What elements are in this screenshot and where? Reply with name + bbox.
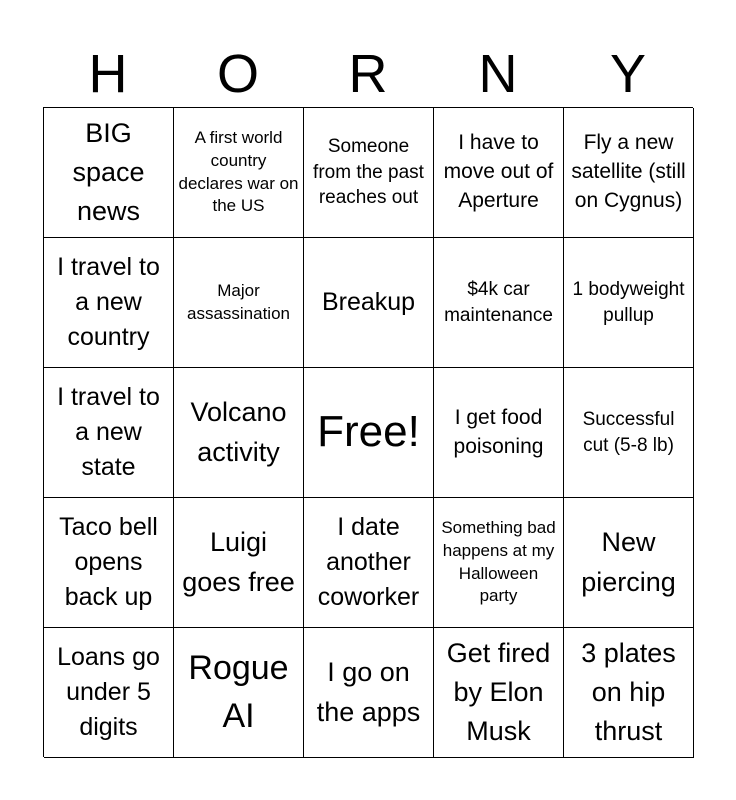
bingo-cell[interactable] [434, 108, 564, 238]
cell-text: Loans go under 5 digits [57, 643, 160, 741]
bingo-cell[interactable] [174, 628, 304, 758]
bingo-cell[interactable] [564, 368, 694, 498]
bingo-cell[interactable] [564, 108, 694, 238]
cell-text: I have to move out of Aperture [443, 131, 554, 212]
bingo-cell[interactable] [434, 368, 564, 498]
bingo-grid [43, 107, 693, 757]
cell-text: I date another coworker [317, 513, 420, 611]
header-letter-y: Y [609, 44, 647, 104]
header-letter-r: R [348, 44, 388, 104]
free-space-cell[interactable] [304, 368, 434, 498]
cell-text: 1 bodyweight pullup [572, 278, 685, 326]
cell-text: Fly a new satellite (still on Cygnus) [571, 131, 686, 212]
cell-text: Free! [317, 407, 420, 457]
cell-text: 3 plates on hip thrust [581, 637, 676, 747]
cell-text: Volcano activity [190, 397, 287, 467]
cell-text: Successful cut (5-8 lb) [582, 408, 675, 456]
cell-text: I travel to a new state [57, 383, 160, 481]
cell-text: Breakup [321, 288, 416, 316]
cell-text: I get food poisoning [453, 405, 544, 458]
bingo-header [43, 40, 693, 108]
bingo-cell[interactable] [44, 368, 174, 498]
bingo-cell[interactable] [44, 498, 174, 628]
cell-text: New piercing [581, 527, 676, 597]
cell-text: Something bad happens at my Halloween party [441, 517, 556, 606]
bingo-cell[interactable] [564, 238, 694, 368]
bingo-cell[interactable] [434, 238, 564, 368]
cell-text: $4k car maintenance [444, 278, 553, 326]
bingo-cell[interactable] [564, 498, 694, 628]
bingo-cell[interactable] [174, 498, 304, 628]
bingo-cell[interactable] [304, 108, 434, 238]
bingo-cell[interactable] [434, 498, 564, 628]
bingo-cell[interactable] [44, 238, 174, 368]
bingo-cell[interactable] [304, 498, 434, 628]
header-letter-o: O [216, 44, 259, 104]
cell-text: I go on the apps [316, 657, 421, 727]
cell-text: A first world country declares war on the US [178, 127, 299, 216]
cell-text: Major assassination [186, 280, 290, 323]
bingo-cell[interactable] [44, 108, 174, 238]
bingo-cell[interactable] [564, 628, 694, 758]
cell-text: BIG space news [72, 117, 145, 227]
bingo-cell[interactable] [44, 628, 174, 758]
bingo-cell[interactable] [304, 238, 434, 368]
bingo-cell[interactable] [174, 368, 304, 498]
bingo-cell[interactable] [174, 108, 304, 238]
cell-text: Rogue AI [188, 648, 289, 735]
cell-text: I travel to a new country [57, 253, 160, 351]
bingo-cell[interactable] [434, 628, 564, 758]
cell-text: Someone from the past reaches out [313, 136, 424, 209]
bingo-cell[interactable] [174, 238, 304, 368]
cell-text: Taco bell opens back up [59, 513, 158, 611]
header-letter-h: H [88, 44, 128, 104]
cell-text: Get fired by Elon Musk [446, 637, 551, 747]
cell-text: Luigi goes free [182, 527, 295, 597]
header-letter-n: N [478, 44, 518, 104]
bingo-cell[interactable] [304, 628, 434, 758]
